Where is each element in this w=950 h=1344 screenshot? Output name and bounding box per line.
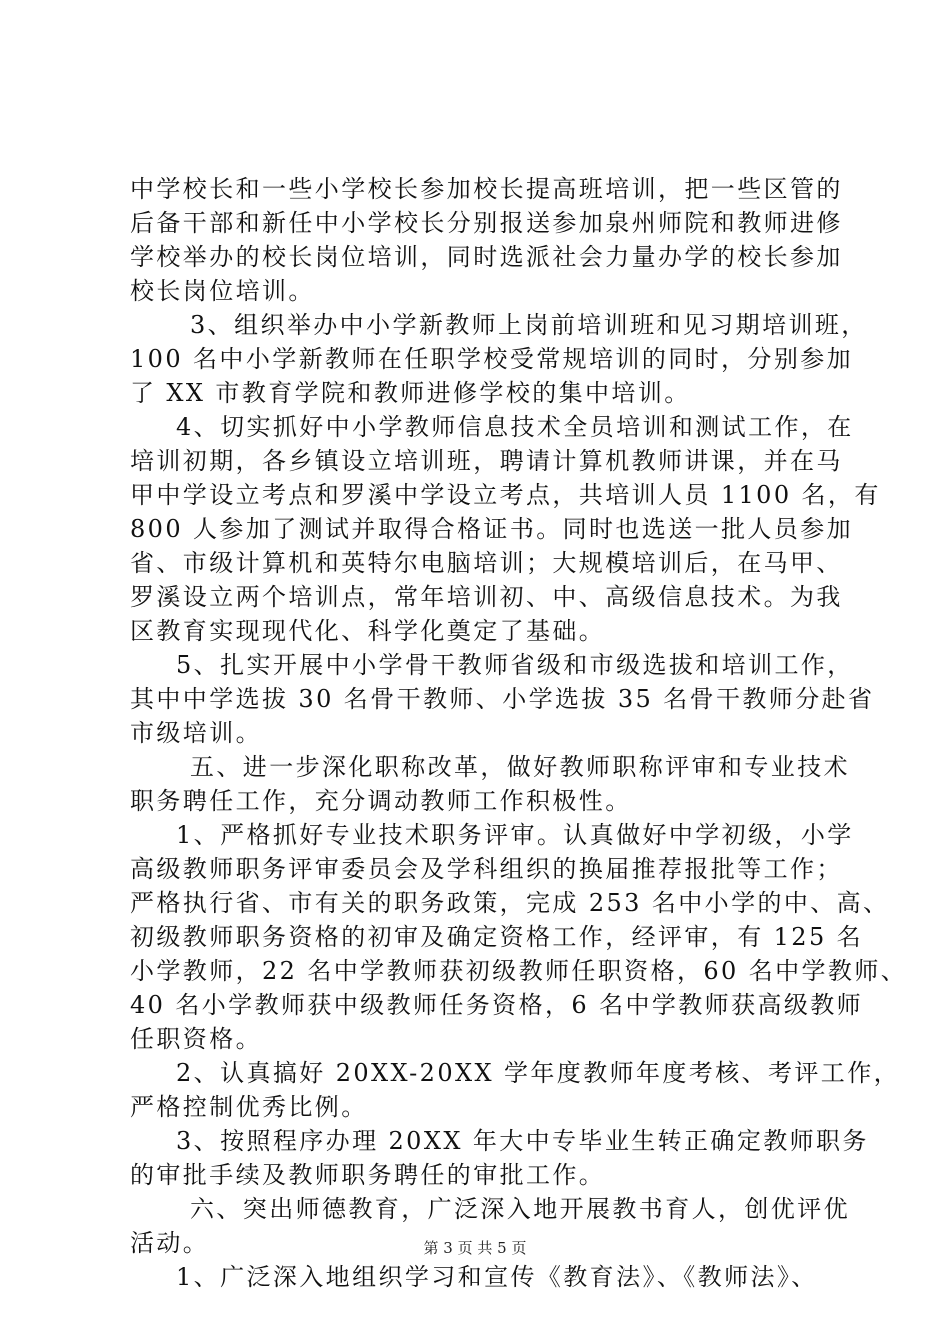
text-line: 初级教师职务资格的初审及确定资格工作，经评审，有 125 名 [130,923,864,951]
text-line: 3、组织举办中小学新教师上岗前培训班和见习期培训班， [190,311,868,339]
text-line: 2、认真搞好 20XX-20XX 学年度教师年度考核、考评工作， [176,1059,901,1087]
text-line: 省、市级计算机和英特尔电脑培训；大规模培训后，在马甲、 [130,549,843,577]
text-line: 的审批手续及教师职务聘任的审批工作。 [130,1161,606,1189]
text-line: 甲中学设立考点和罗溪中学设立考点，共培训人员 1100 名，有 [130,481,881,509]
text-line: 1、广泛深入地组织学习和宣传《教育法》、《教师法》、 [176,1263,818,1291]
text-line: 严格控制优秀比例。 [130,1093,368,1121]
text-line: 了 XX 市教育学院和教师进修学校的集中培训。 [130,379,691,407]
text-line: 严格执行省、市有关的职务政策，完成 253 名中小学的中、高、 [130,889,890,917]
text-line: 40 名小学教师获中级教师任务资格，6 名中学教师获高级教师 [130,991,864,1019]
text-line: 学校举办的校长岗位培训，同时选派社会力量办学的校长参加 [130,243,843,271]
text-line: 高级教师职务评审委员会及学科组织的换届推荐报批等工作； [130,855,843,883]
text-line: 职务聘任工作，充分调动教师工作积极性。 [130,787,632,815]
text-line: 其中中学选拔 30 名骨干教师、小学选拔 35 名骨干教师分赴省 [130,685,875,713]
text-line: 4、切实抓好中小学教师信息技术全员培训和测试工作，在 [176,413,854,441]
text-line: 六、突出师德教育，广泛深入地开展教书育人，创优评优 [190,1195,850,1223]
text-line: 中学校长和一些小学校长参加校长提高班培训，把一些区管的 [130,175,843,203]
text-line: 任职资格。 [130,1025,262,1053]
text-line: 活动。 [130,1229,210,1257]
text-line: 3、按照程序办理 20XX 年大中专毕业生转正确定教师职务 [176,1127,869,1155]
text-line: 培训初期，各乡镇设立培训班，聘请计算机教师讲课，并在马 [130,447,843,475]
text-line: 校长岗位培训。 [130,277,315,305]
text-line: 5、扎实开展中小学骨干教师省级和市级选拔和培训工作， [176,651,854,679]
text-line: 后备干部和新任中小学校长分别报送参加泉州师院和教师进修 [130,209,843,237]
page-number-footer: 第 3 页 共 5 页 [423,1239,527,1257]
text-line: 800 人参加了测试并取得合格证书。同时也选送一批人员参加 [130,515,854,543]
text-line: 1、严格抓好专业技术职务评审。认真做好中学初级，小学 [176,821,854,849]
text-line: 罗溪设立两个培训点，常年培训初、中、高级信息技术。为我 [130,583,843,611]
text-line: 市级培训。 [130,719,262,747]
text-line: 100 名中小学新教师在任职学校受常规培训的同时，分别参加 [130,345,854,373]
text-line: 区教育实现现代化、科学化奠定了基础。 [130,617,606,645]
text-line: 小学教师，22 名中学教师获初级教师任职资格，60 名中学教师、 [130,957,908,985]
text-line: 五、进一步深化职称改革，做好教师职称评审和专业技术 [190,753,850,781]
